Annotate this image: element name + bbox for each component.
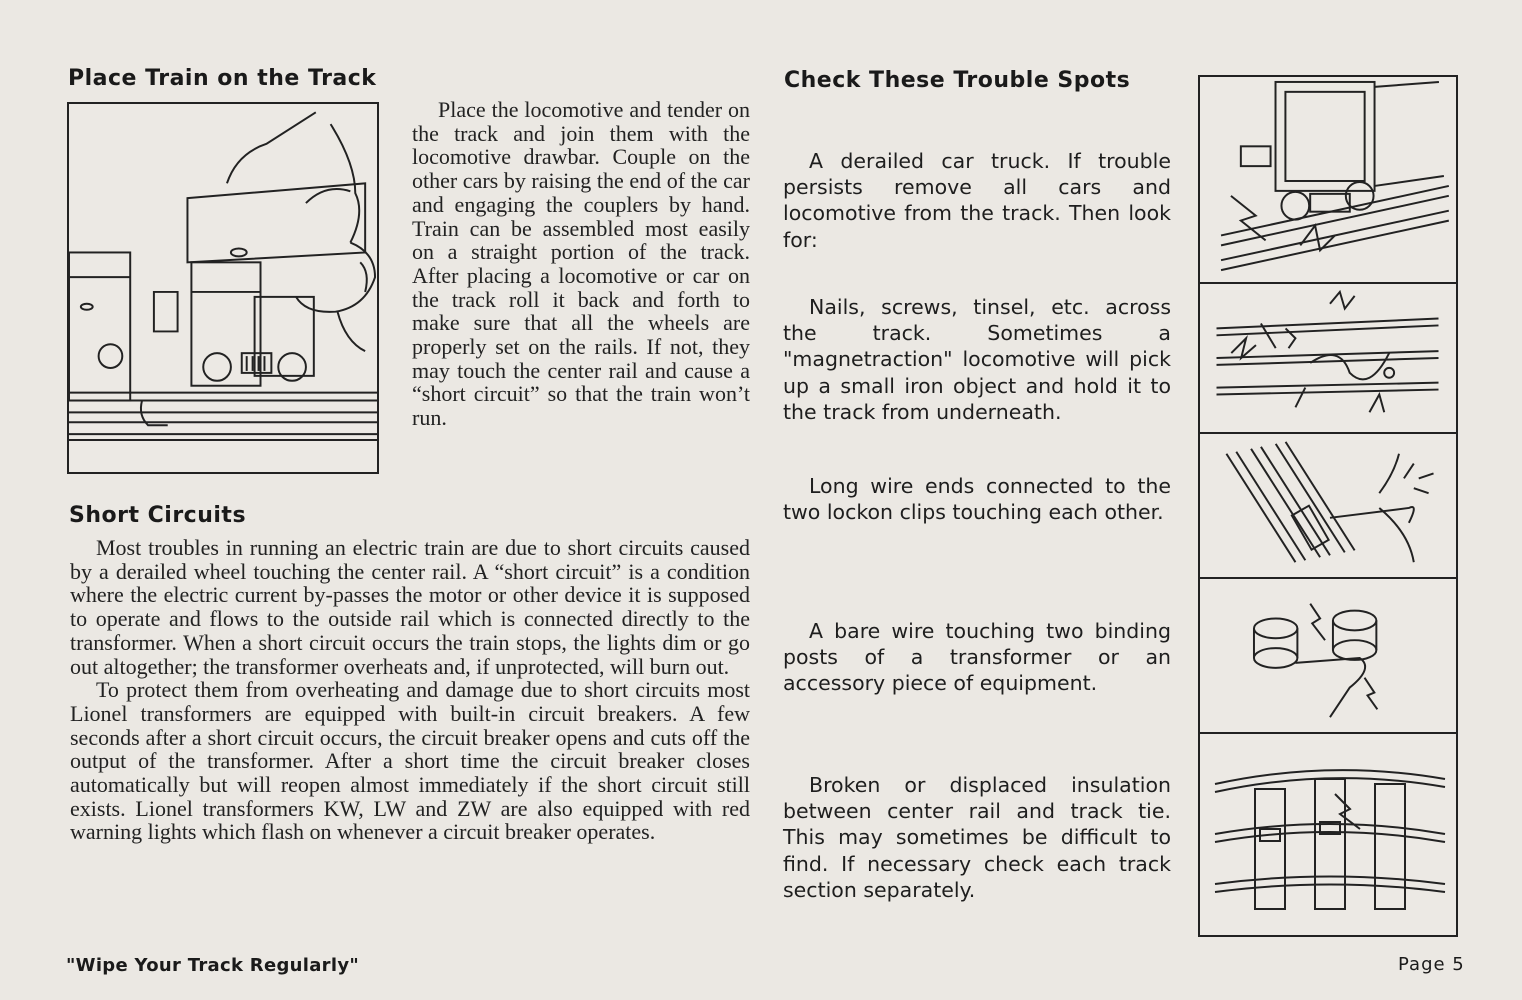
hand-coupling-car-icon [69,104,377,472]
trouble-illustrations [1198,75,1458,937]
page-number: Page 5 [1398,954,1465,975]
trouble-item-3 [783,473,1171,525]
placing-train-illustration [67,102,379,474]
debris-on-track-icon [1200,284,1456,434]
place-train-heading: Place Train on the Track [68,66,377,91]
trouble-spots-heading: Check These Trouble Spots [784,68,1131,93]
place-train-paragraph: Place the locomotive and tender on the track and join them with the locomotive drawbar. Couple on the other cars by raising the end of the car and engaging the couplers by hand. Train can be assembled most easily on a straight portion of the track. After placing a locomotive or car on the track roll it back and forth to make sure that all the wheels are properly set on the rails. If not, they may touch the center rail and cause a “short circuit” so that the train won’t run. [412,97,750,431]
trouble-item-text: A derailed car truck. If trouble persists remove all cars and locomotive from the track. Then look for: [783,149,1171,252]
derailed-truck-icon [1200,77,1456,284]
footer-slogan: "Wipe Your Track Regularly" [66,955,360,976]
trouble-item-text: Nails, screws, tinsel, etc. across the track. Sometimes a "magnetraction" locomotive will pick up a small iron object and hold it to the track from underneath. [783,295,1171,424]
trouble-item-5 [783,772,1171,903]
short-circuits-text [70,536,750,844]
trouble-item-1 [783,148,1171,253]
short-circuits-heading: Short Circuits [69,503,247,528]
short-circuits-paragraph-2: To protect them from overheating and damage due to short circuits most Lionel transformers are equipped with built-in circuit breakers. A few seconds after a short circuit occurs, the circuit breaker opens and cuts off the output of the transformer. After a short time the circuit breaker closes automatically but will reopen almost immediately if the short circuit still exists. Lionel transformers KW, LW and ZW are also equipped with red warning lights which flash on whenever a circuit breaker operates. [70,677,750,845]
place-train-text [412,98,750,430]
trouble-item-text: Broken or displaced insulation between center rail and track tie. This may sometimes be difficult to find. If necessary check each track section separately. [783,773,1171,902]
trouble-item-text: Long wire ends connected to the two lockon clips touching each other. [783,474,1171,525]
binding-posts-icon [1200,579,1456,734]
broken-insulation-icon [1200,734,1456,935]
trouble-item-2 [783,294,1171,425]
trouble-item-text: A bare wire touching two binding posts of a transformer or an accessory piece of equipment. [783,619,1171,696]
trouble-item-4 [783,618,1171,697]
short-circuits-paragraph-1: Most troubles in running an electric train are due to short circuits caused by a derailed wheel touching the center rail. A “short circuit” is a condition where the electric current by-passes the motor or other device it is supposed to operate and flows to the outside rail which is connected directly to the transformer. When a short circuit occurs the train stops, the lights dim or go out altogether; the transformer overheats and, if unprotected, will burn out. [70,535,750,679]
lockon-wires-icon [1200,434,1456,579]
